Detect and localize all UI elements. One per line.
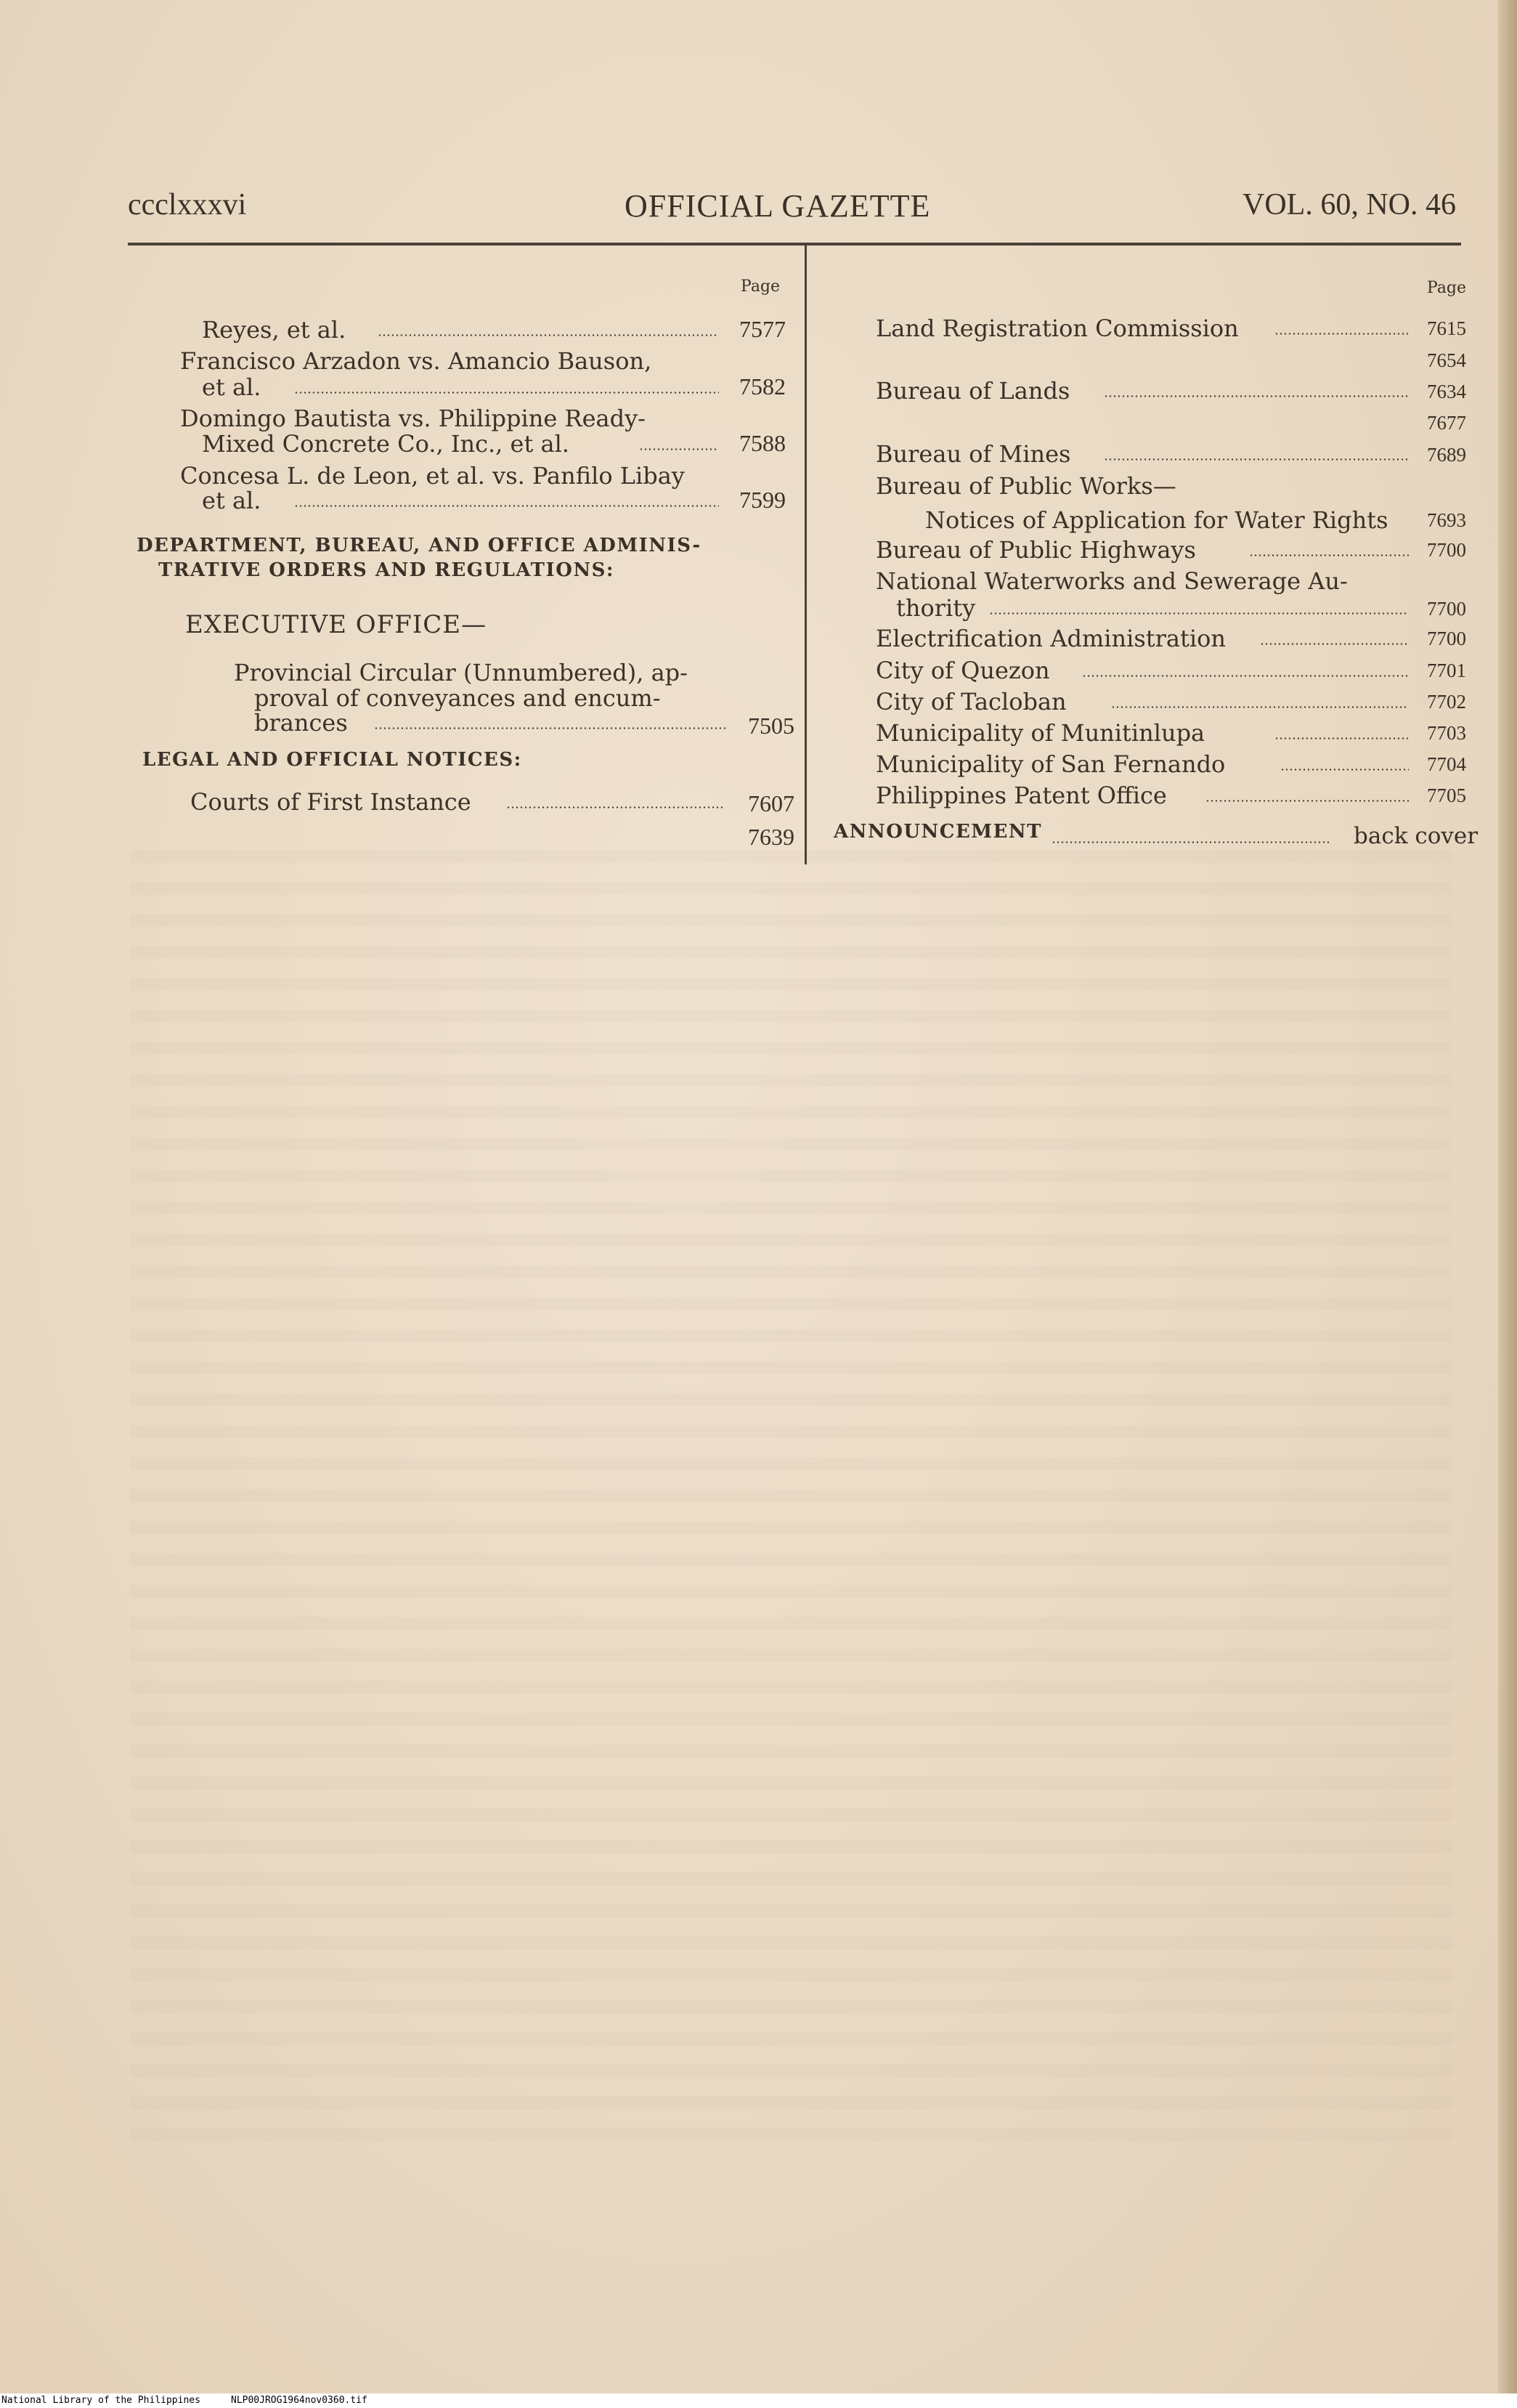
scan-caption-bar: [0, 2393, 1517, 2408]
leader-dots: [1104, 395, 1409, 397]
leader-dots: [1280, 769, 1409, 771]
entry-circular-cont2: brances: [254, 709, 348, 737]
page-number: 7703: [1427, 722, 1466, 744]
entry-quezon: City of Quezon: [876, 657, 1050, 684]
volume-number: VOL. 60, NO. 46: [1243, 188, 1456, 222]
entry-land-registration: Land Registration Commission: [876, 315, 1239, 342]
leader-dots: [639, 448, 719, 450]
leader-dots: [1082, 675, 1409, 677]
page-number: 7701: [1427, 660, 1466, 681]
left-page-label: Page: [741, 277, 781, 296]
scan-filename: NLP00JROG1964nov0360.tif: [231, 2395, 367, 2406]
page-number: 7634: [1427, 381, 1466, 402]
page-number: 7607: [748, 790, 794, 816]
entry-reyes: Reyes, et al.: [202, 316, 346, 344]
entry-waterworks-cont: thority: [896, 594, 976, 622]
page-number: 7689: [1427, 444, 1466, 466]
leader-dots: [1052, 841, 1331, 843]
page-number: 7577: [739, 316, 786, 342]
entry-de-leon-cont: et al.: [202, 487, 261, 514]
leader-dots: [1111, 706, 1409, 708]
leader-dots: [294, 392, 719, 394]
entry-de-leon: Concesa L. de Leon, et al. vs. Panfilo Libay: [180, 462, 685, 490]
gazette-title: OFFICIAL GAZETTE: [625, 188, 931, 224]
page-number: 7700: [1427, 628, 1466, 649]
entry-arzadon: Francisco Arzadon vs. Amancio Bauson,: [180, 347, 652, 375]
entry-bautista-cont: Mixed Concrete Co., Inc., et al.: [202, 430, 569, 458]
page-number: 7615: [1427, 317, 1466, 339]
column-divider: [805, 243, 807, 864]
entry-circular-cont: proval of conveyances and encum-: [254, 684, 661, 712]
leader-dots: [294, 505, 719, 507]
page-edge: [1498, 0, 1517, 2408]
page-roman-numeral: ccclxxxvi: [128, 188, 247, 222]
entry-munitinlupa: Municipality of Munitinlupa: [876, 719, 1205, 747]
page-back-cover: back cover: [1354, 823, 1479, 849]
page-number: 7700: [1427, 598, 1466, 620]
page-number: 7599: [739, 487, 786, 513]
entry-bureau-mines: Bureau of Mines: [876, 440, 1071, 468]
entry-bureau-lands: Bureau of Lands: [876, 377, 1070, 405]
page-number: 7582: [739, 373, 786, 400]
entry-san-fernando: Municipality of San Fernando: [876, 750, 1226, 778]
dept-heading-cont: TRATIVE ORDERS AND REGULATIONS:: [158, 559, 614, 581]
leader-dots: [1205, 800, 1409, 802]
executive-office-heading: EXECUTIVE OFFICE—: [185, 610, 487, 639]
entry-water-rights: Notices of Application for Water Rights: [925, 506, 1388, 534]
show-through-texture: [131, 850, 1452, 2143]
right-page-label: Page: [1427, 279, 1467, 297]
leader-dots: [506, 806, 724, 808]
library-caption: National Library of the Philippines: [1, 2395, 200, 2406]
page-number: 7700: [1427, 539, 1466, 561]
leader-dots: [374, 727, 726, 729]
leader-dots: [1274, 737, 1409, 739]
page-number: 7705: [1427, 785, 1466, 806]
dept-heading: DEPARTMENT, BUREAU, AND OFFICE ADMINIS-: [137, 535, 701, 556]
leader-dots: [1249, 554, 1409, 556]
page-number: 7677: [1427, 412, 1466, 434]
entry-arzadon-cont: et al.: [202, 373, 261, 401]
page-number: 7639: [748, 824, 794, 850]
page-number: 7693: [1427, 509, 1466, 531]
page-number: 7654: [1427, 349, 1466, 371]
entry-courts: Courts of First Instance: [190, 788, 471, 816]
header-rule: [128, 243, 1461, 246]
entry-public-highways: Bureau of Public Highways: [876, 536, 1196, 564]
leader-dots: [1260, 643, 1409, 645]
page-number: 7505: [748, 713, 794, 739]
entry-patent-office: Philippines Patent Office: [876, 782, 1167, 809]
announcement-heading: ANNOUNCEMENT: [834, 821, 1043, 843]
entry-waterworks: National Waterworks and Sewerage Au-: [876, 567, 1348, 595]
leader-dots: [1274, 333, 1409, 335]
leader-dots: [1104, 458, 1409, 461]
entry-tacloban: City of Tacloban: [876, 688, 1067, 715]
page-number: 7702: [1427, 691, 1466, 713]
legal-notices-heading: LEGAL AND OFFICIAL NOTICES:: [142, 749, 522, 771]
page-number: 7704: [1427, 753, 1466, 775]
leader-dots: [378, 334, 719, 336]
leader-dots: [989, 612, 1409, 615]
entry-bautista: Domingo Bautista vs. Philippine Ready-: [180, 405, 646, 432]
entry-circular: Provincial Circular (Unnumbered), ap-: [234, 659, 688, 686]
entry-public-works: Bureau of Public Works—: [876, 472, 1176, 500]
page-number: 7588: [739, 430, 786, 456]
entry-electrification: Electrification Administration: [876, 625, 1226, 652]
